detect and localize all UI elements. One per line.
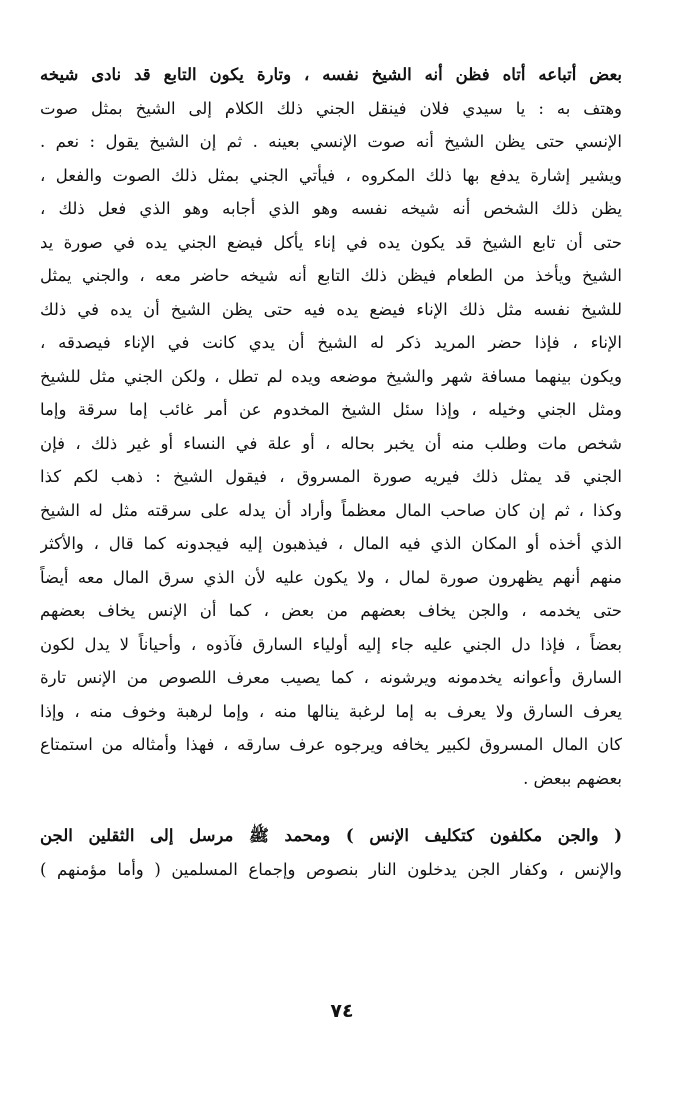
- text-line: شخص مات وطلب منه أن يخبر بحاله ، أو علة في النساء أو غير ذلك ، فإن: [40, 433, 622, 453]
- text-line: حتى يخدمه ، والجن يخاف بعضهم من بعض ، كما أن الإنس يخاف بعضهم: [40, 601, 622, 620]
- text-line: وكذا ، ثم إن كان صاحب المال معظماً وأراد أن يدله على سرقته مثل له الشيخ: [40, 500, 622, 520]
- text-line: كان المال المسروق لكبير يخافه ويرجوه عرف سارقه ، فهذا وأمثاله من استمتاع: [40, 735, 622, 754]
- text-line: يظن ذلك الشخص أنه شيخه نفسه وهو الذي أجابه وهو الذي فعل ذلك ،: [40, 199, 622, 218]
- text-line: الجني قد يمثل ذلك فيريه صورة المسروق ، فيقول الشيخ : ذهب لكم كذا: [40, 467, 622, 486]
- text-line: ومثل الجني وخيله ، وإذا سئل الشيخ المخدوم عن أمر غائب إما سرقة وإما: [40, 400, 622, 419]
- page-number: ٧٤: [330, 1000, 354, 1022]
- text-line: منهم أنهم يظهرون صورة لمال ، ولا يكون عليه لأن الذي سرق المال معه أيضاً: [40, 567, 622, 587]
- text-line: ( والجن مكلفون كتكليف الإنس ) ومحمد ﷺ مرسل إلى الثقلين الجن: [40, 826, 622, 845]
- text-line: حتى أن تابع الشيخ قد يكون يده في إناء يأكل فيضع الجني يده في صورة يد: [40, 232, 622, 252]
- text-line: ويكون بينهما مسافة شهر والشيخ موضعه ويده لم تطل ، ولكن الجني مثل للشيخ: [40, 366, 622, 386]
- text-line: بعضهم ببعض .: [523, 768, 622, 788]
- document-page: [40, 58, 622, 1094]
- text-line: الشيخ ويأخذ من الطعام فيظن ذلك التابع أنه شيخه حاضر معه ، والجني يمثل: [40, 266, 622, 285]
- paragraph-gap: [40, 795, 622, 819]
- text-line: ويشير إشارة يدفع بها ذلك المكروه ، فيأتي الجني بمثل ذلك الصوت والفعل ،: [40, 165, 622, 185]
- text-line: وهتف به : يا سيدي فلان فينقل الجني ذلك الكلام إلى الشيخ بمثل صوت: [40, 98, 622, 118]
- text-line: بعضاً ، فإذا دل الجني عليه جاء إليه أولياء السارق فآذوه ، وأحياناً لا يدل لكون: [40, 634, 622, 654]
- text-line: للشيخ نفسه مثل ذلك الإناء فيضع يده فيه حتى يظن الشيخ أن يده في ذلك: [40, 299, 622, 319]
- text-line: بعض أتباعه أتاه فظن أنه الشيخ نفسه ، وتارة يكون التابع قد نادى شيخه: [40, 65, 622, 84]
- body-paragraph: [40, 58, 622, 795]
- text-line: الإنسي حتى يظن الشيخ أنه صوت الإنسي بعينه . ثم إن الشيخ يقول : نعم .: [40, 132, 622, 151]
- text-line: والإنس ، وكفار الجن يدخلون النار بنصوص وإجماع المسلمين ( وأما مؤمنهم ): [40, 860, 622, 879]
- text-line: الذي أخذه أو المكان الذي فيه المال ، فيذهبون إليه فيجدونه كما قال ، والأكثر: [40, 534, 622, 553]
- text-line: الإناء ، فإذا حضر المريد ذكر له الشيخ أن يدي كانت في الإناء فيصدقه ،: [40, 333, 622, 352]
- text-line: يعرف السارق ولا يعرف به إما لرغبة ينالها منه ، وإما لرهبة وخوف منه ، وإذا: [40, 701, 622, 721]
- text-line: السارق وأعوانه يخدمونه ويرشونه ، كما يصيب معرف اللصوص من الإنس تارة: [40, 668, 622, 687]
- section-paragraph: [40, 819, 622, 887]
